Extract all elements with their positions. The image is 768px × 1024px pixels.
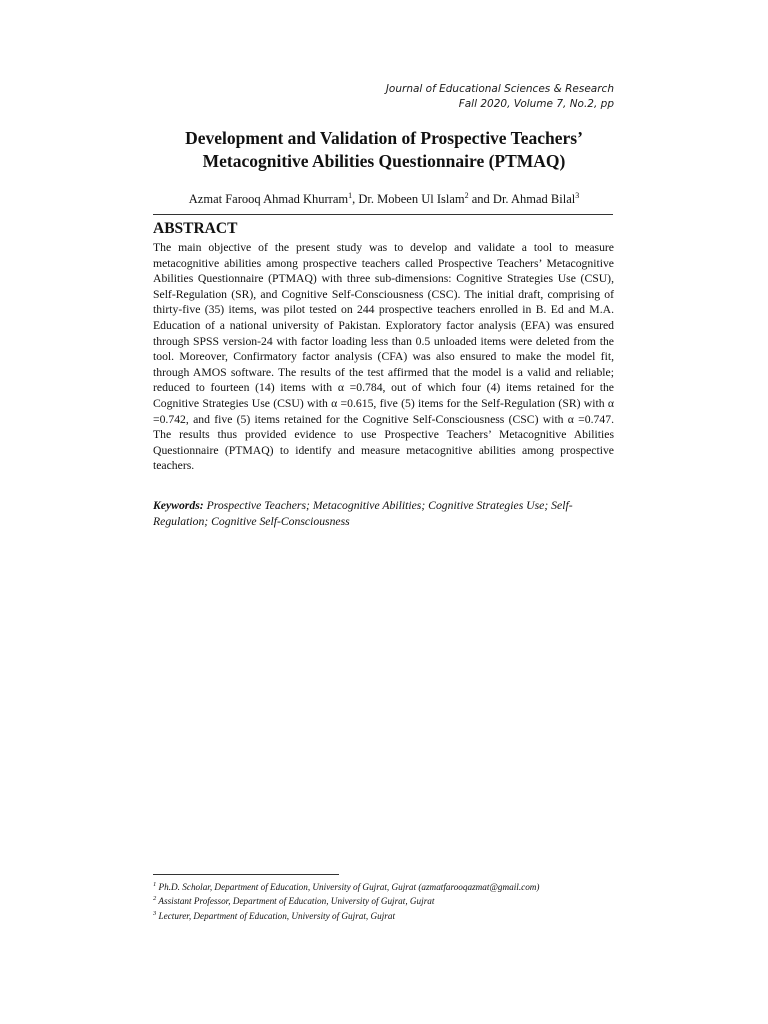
author-footnote-mark: 2 — [464, 191, 469, 200]
footnote-text: Assistant Professor, Department of Education, University of Gujrat, Gujrat — [156, 896, 435, 907]
footnote-divider — [153, 874, 339, 875]
title-divider — [153, 214, 613, 215]
keywords-text: Prospective Teachers; Metacognitive Abilities; Cognitive Strategies Use; Self-Regulation; Cognitive Self-Consciousness — [153, 499, 573, 528]
footnote — [153, 879, 540, 893]
author-footnote-mark: 3 — [575, 191, 580, 200]
footnote — [153, 893, 540, 907]
abstract-body: The main objective of the present study was to develop and validate a tool to measure metacognitive abilities among prospective teachers called Prospective Teachers’ Metacognitive Abilities Questionnaire (PTMAQ) with three sub-dimensions: Cognitive Strategies Use (CSU), Self-Regulation (SR), and Cognitive Self-Consciousness (CSC). The initial draft, comprising of thirty-five (35) items, was pilot tested on 244 prospective teachers enrolled in B. Ed and M.A. Education of a national university of Pakistan. Exploratory factor analysis (EFA) was ensured through SPSS version-24 with factor loading less than 0.5 unloaded items were deleted from the tool. Moreover, Confirmatory factor analysis (CFA) was also ensured to make the model fit, through AMOS software. The results of the test affirmed that the model is a valid and reliable; reduced to fourteen (14) items with α =0.784, out of which four (4) items retained for the Cognitive Strategies Use (CSU) with α =0.615, five (5) items for the Self-Regulation (SR) with α =0.742, and five (5) items retained for the Cognitive Self-Consciousness (CSC) with α =0.747. The results thus provided evidence to use Prospective Teachers’ Metacognitive Abilities Questionnaire (PTMAQ) to identify and measure metacognitive abilities among prospective teachers. — [153, 241, 614, 473]
author-name: Dr. Ahmad Bilal — [492, 192, 576, 207]
journal-name: Journal of Educational Sciences & Research — [385, 83, 614, 95]
author-name: Dr. Mobeen Ul Islam — [358, 192, 465, 207]
author-separator: , — [352, 192, 359, 207]
author-footnote-mark: 1 — [348, 191, 353, 200]
abstract-heading: ABSTRACT — [153, 220, 238, 237]
footnote-mark: 2 — [153, 895, 157, 903]
footnotes — [153, 879, 540, 922]
author-name: Azmat Farooq Ahmad Khurram — [188, 192, 349, 207]
keywords — [153, 498, 614, 529]
footnote-text: Lecturer, Department of Education, University of Gujrat, Gujrat — [156, 910, 396, 921]
author-separator: and — [468, 192, 493, 207]
journal-header — [386, 82, 614, 112]
author-line — [150, 188, 618, 207]
footnote — [153, 908, 540, 922]
keywords-label: Keywords: — [153, 499, 204, 512]
footnote-mark: 1 — [153, 881, 157, 888]
title-line-1: Development and Validation of Prospective Teachers’ — [185, 128, 583, 148]
paper-title — [150, 127, 618, 173]
footnote-text: Ph.D. Scholar, Department of Education, University of Gujrat, Gujrat (azmatfarooqazmat@gmail.com) — [156, 882, 540, 893]
journal-issue: Fall 2020, Volume 7, No.2, pp — [458, 98, 614, 110]
title-line-2: Metacognitive Abilities Questionnaire (PTMAQ) — [202, 151, 566, 171]
footnote-mark: 3 — [153, 909, 157, 917]
